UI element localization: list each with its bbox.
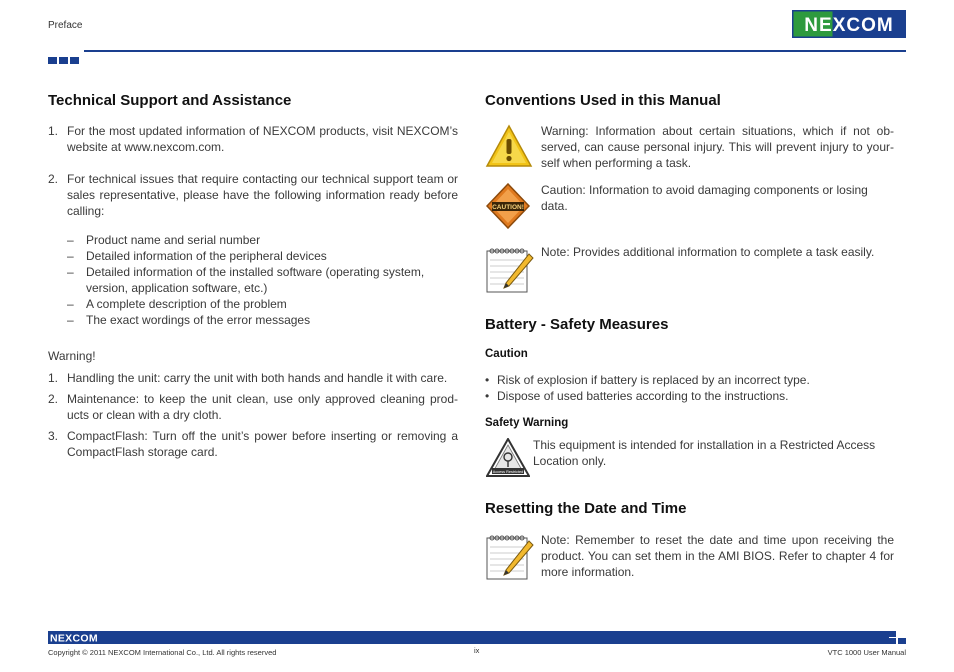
header-decoration [48,51,81,69]
nexcom-logo [792,10,906,38]
list-item: 3. CompactFlash: Turn off the unit’s power before inserting or removing a CompactFlash storage card. [48,429,458,459]
svg-text:Access Restricted: Access Restricted [492,470,524,474]
svg-text:NEXCOM: NEXCOM [50,632,98,643]
list-item: – Detailed information of the installed software (operating system, version, application software, etc.) [67,265,425,295]
list-item: – Product name and serial number [67,233,261,247]
support-list [48,123,458,219]
list-item: – A complete description of the problem [67,297,287,311]
conventions-title: Conventions Used in this Manual [485,92,721,109]
note-pencil-icon [485,533,535,581]
note-text: Note: Provides additional information to complete a task easily. [541,245,875,259]
page-number: ix [474,646,480,655]
warning-icon [485,124,533,168]
list-item: 1. Handling the unit: carry the unit with both hands and handle it with care. [48,371,448,385]
warning-text: Warning: Information about certain situations, which if not ob-served, can cause personal injury. This will prevent injury to your-self when performing a task. [541,124,894,170]
battery-list [485,372,895,404]
manual-title: VTC 1000 User Manual [827,648,906,657]
list-item: – The exact wordings of the error messages [67,313,311,327]
svg-text:CAUTION!: CAUTION! [492,204,524,211]
footer-decoration [889,631,906,644]
safety-text: This equipment is intended for installation in a Restricted Access Location only. [533,438,876,468]
svg-text:NEXCOM: NEXCOM [804,15,894,36]
caution-label: Caution [485,348,528,360]
safety-warning-label: Safety Warning [485,417,569,429]
battery-title: Battery - Safety Measures [485,316,669,333]
caution-text: Caution: Information to avoid damaging components or losing data. [541,183,868,213]
list-item: • Risk of explosion if battery is replaced by an incorrect type. [485,373,810,387]
list-item: 2. For technical issues that require contacting our technical support team or sales representative, please have the following information ready before calling: [48,172,458,218]
warning-list [48,370,458,460]
list-item: 1. For the most updated information of NEXCOM products, visit NEXCOM’s website at www.nexcom.com. [48,124,458,154]
info-checklist [67,232,439,328]
list-item: • Dispose of used batteries according to the instructions. [485,389,789,403]
list-item: 2. Maintenance: to keep the unit clean, use only approved cleaning prod-ucts or clean with a dry cloth. [48,392,458,422]
copyright-text: Copyright © 2011 NEXCOM International Co., Ltd. All rights reserved [48,648,277,657]
caution-icon [486,183,530,229]
reset-title: Resetting the Date and Time [485,500,687,517]
header-rule [84,50,906,52]
access-restricted-icon [486,438,530,478]
list-item: – Detailed information of the peripheral devices [67,249,327,263]
section-label: Preface [48,20,83,31]
footer-bar [48,631,906,644]
warning-label: Warning! [48,349,96,363]
footer-nexcom-logo [50,632,110,643]
reset-note-text: Note: Remember to reset the date and time upon receiving the product. You can set them in the AMI BIOS. Refer to chapter 4 for more information. [541,533,894,579]
tech-support-title: Technical Support and Assistance [48,92,292,109]
note-pencil-icon [485,246,535,294]
